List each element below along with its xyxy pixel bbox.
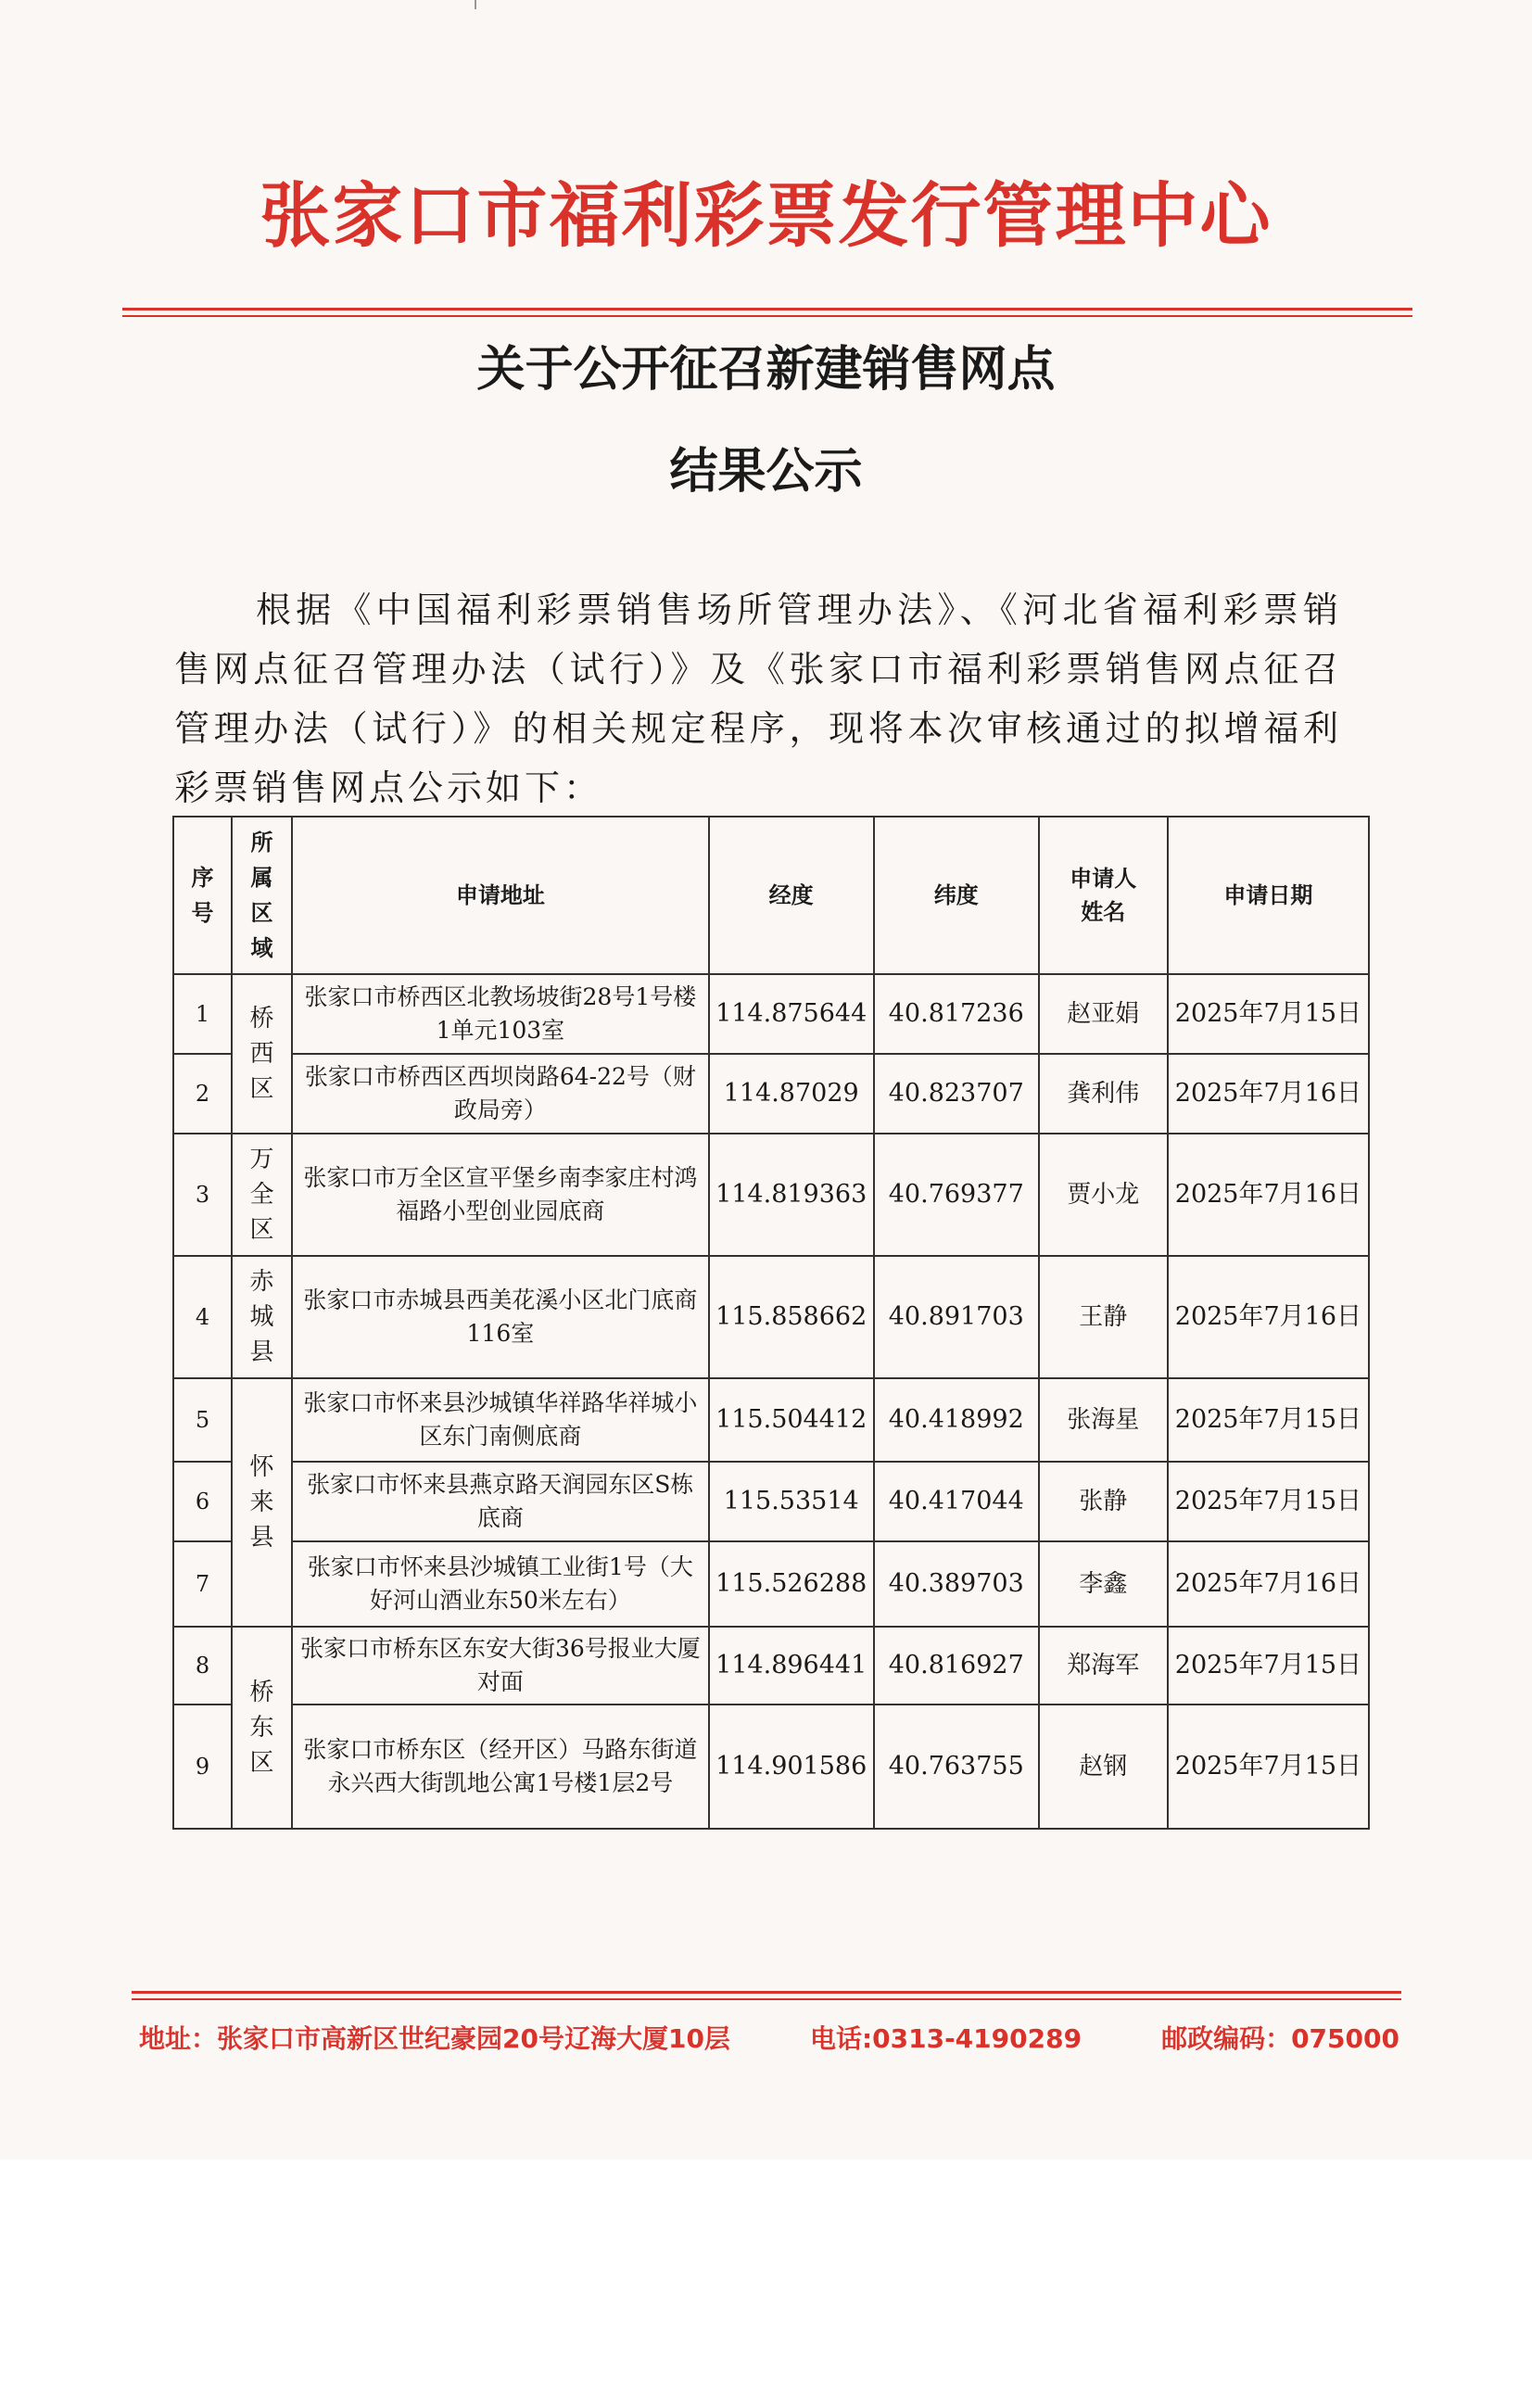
row-address: 张家口市万全区宣平堡乡南李家庄村鸿福路小型创业园底商 — [292, 1134, 709, 1256]
footer-phone: 电话:0313-4190289 — [809, 2023, 1083, 2054]
row-index: 6 — [173, 1462, 232, 1541]
row-address: 张家口市怀来县沙城镇华祥路华祥城小区东门南侧底商 — [292, 1378, 709, 1462]
row-address: 张家口市怀来县燕京路天润园东区S栋底商 — [292, 1462, 709, 1541]
row-address: 张家口市桥西区北教场坡街28号1号楼1单元103室 — [292, 974, 709, 1054]
row-date: 2025年7月15日 — [1168, 974, 1369, 1054]
region-cell: 桥东区 — [232, 1627, 292, 1829]
table-row — [173, 1256, 1369, 1378]
document-subtitle: 结果公示 — [669, 444, 863, 500]
row-latitude: 40.891703 — [874, 1256, 1039, 1378]
row-address: 张家口市桥西区西坝岗路64-22号（财政局旁） — [292, 1054, 709, 1134]
row-date: 2025年7月16日 — [1168, 1256, 1369, 1378]
scan-mark — [475, 0, 476, 9]
row-address: 张家口市赤城县西美花溪小区北门底商116室 — [292, 1256, 709, 1378]
row-applicant: 王静 — [1039, 1256, 1168, 1378]
row-latitude: 40.816927 — [874, 1627, 1039, 1705]
row-applicant: 赵钢 — [1039, 1705, 1168, 1829]
table-row — [173, 1054, 1369, 1134]
region-cell: 怀来县 — [232, 1378, 292, 1627]
row-applicant: 贾小龙 — [1039, 1134, 1168, 1256]
row-applicant: 张海星 — [1039, 1378, 1168, 1462]
document-title: 关于公开征召新建销售网点 — [476, 342, 1056, 398]
row-longitude: 115.53514 — [709, 1462, 874, 1541]
row-applicant: 龚利伟 — [1039, 1054, 1168, 1134]
row-longitude: 115.858662 — [709, 1256, 874, 1378]
letterhead-rule-thin — [122, 315, 1412, 317]
row-latitude: 40.389703 — [874, 1541, 1039, 1627]
row-date: 2025年7月16日 — [1168, 1134, 1369, 1256]
region-cell: 赤城县 — [232, 1256, 292, 1378]
row-index: 4 — [173, 1256, 232, 1378]
table-row — [173, 1541, 1369, 1627]
row-address: 张家口市桥东区（经开区）马路东街道永兴西大街凯地公寓1号楼1层2号 — [292, 1705, 709, 1829]
row-index: 2 — [173, 1054, 232, 1134]
row-index: 3 — [173, 1134, 232, 1256]
table-row — [173, 1378, 1369, 1462]
footer-postcode: 邮政编码：075000 — [1161, 2023, 1399, 2054]
row-latitude: 40.417044 — [874, 1462, 1039, 1541]
body-paragraph: 根据《中国福利彩票销售场所管理办法》、《河北省福利彩票销售网点征召管理办法（试行）》及《张家口市福利彩票销售网点征召管理办法（试行）》的相关规定程序，现将本次审核通过的拟增福利彩票销售网点公示如下： — [174, 589, 1342, 808]
row-address: 张家口市怀来县沙城镇工业街1号（大好河山酒业东50米左右） — [292, 1541, 709, 1627]
region-cell: 桥西区 — [232, 974, 292, 1134]
row-index: 1 — [173, 974, 232, 1054]
row-latitude: 40.817236 — [874, 974, 1039, 1054]
row-latitude: 40.769377 — [874, 1134, 1039, 1256]
region-cell: 万全区 — [232, 1134, 292, 1256]
row-index: 9 — [173, 1705, 232, 1829]
row-longitude: 115.504412 — [709, 1378, 874, 1462]
letterhead: 张家口市福利彩票发行管理中心 — [260, 174, 1272, 257]
header-applicant: 申请人姓名 — [1039, 817, 1168, 974]
table-row — [173, 974, 1369, 1054]
footer-rule-thick — [132, 1991, 1401, 1994]
row-date: 2025年7月16日 — [1168, 1054, 1369, 1134]
table-header-row — [173, 817, 1369, 974]
footer-address: 地址：张家口市高新区世纪豪园20号辽海大厦10层 — [139, 2023, 730, 2054]
row-date: 2025年7月15日 — [1168, 1705, 1369, 1829]
results-table — [172, 816, 1370, 1830]
row-longitude: 114.901586 — [709, 1705, 874, 1829]
row-date: 2025年7月16日 — [1168, 1541, 1369, 1627]
header-region: 所属区域 — [232, 817, 292, 974]
row-applicant: 赵亚娟 — [1039, 974, 1168, 1054]
row-applicant: 李鑫 — [1039, 1541, 1168, 1627]
row-address: 张家口市桥东区东安大街36号报业大厦对面 — [292, 1627, 709, 1705]
header-address: 申请地址 — [292, 817, 709, 974]
row-date: 2025年7月15日 — [1168, 1627, 1369, 1705]
row-index: 8 — [173, 1627, 232, 1705]
table-row — [173, 1134, 1369, 1256]
row-date: 2025年7月15日 — [1168, 1462, 1369, 1541]
table-row — [173, 1462, 1369, 1541]
row-latitude: 40.823707 — [874, 1054, 1039, 1134]
table-row — [173, 1627, 1369, 1705]
footer — [139, 2019, 1399, 2056]
row-latitude: 40.418992 — [874, 1378, 1039, 1462]
header-longitude: 经度 — [709, 817, 874, 974]
header-latitude: 纬度 — [874, 817, 1039, 974]
row-longitude: 114.819363 — [709, 1134, 874, 1256]
letterhead-rule-thick — [122, 308, 1412, 311]
table-row — [173, 1705, 1369, 1829]
footer-rule-thin — [132, 1998, 1401, 2000]
row-longitude: 114.87029 — [709, 1054, 874, 1134]
row-longitude: 114.875644 — [709, 974, 874, 1054]
row-longitude: 115.526288 — [709, 1541, 874, 1627]
header-date: 申请日期 — [1168, 817, 1369, 974]
row-index: 7 — [173, 1541, 232, 1627]
row-date: 2025年7月15日 — [1168, 1378, 1369, 1462]
row-latitude: 40.763755 — [874, 1705, 1039, 1829]
header-index: 序号 — [173, 817, 232, 974]
row-applicant: 郑海军 — [1039, 1627, 1168, 1705]
row-index: 5 — [173, 1378, 232, 1462]
row-longitude: 114.896441 — [709, 1627, 874, 1705]
row-applicant: 张静 — [1039, 1462, 1168, 1541]
